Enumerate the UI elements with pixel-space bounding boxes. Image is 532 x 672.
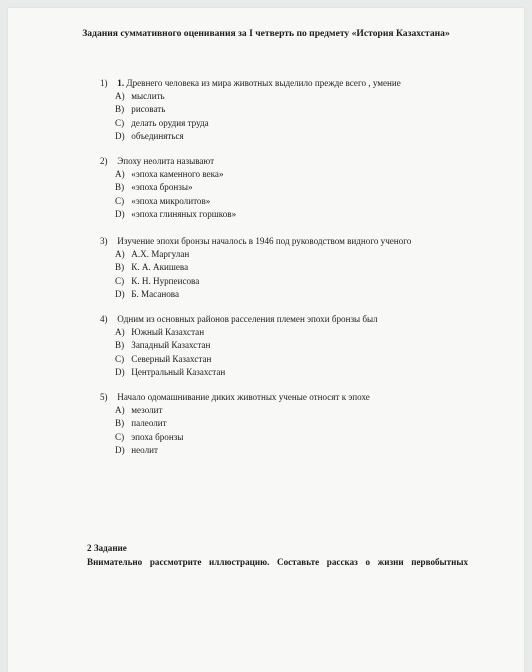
answer-option-d — [100, 444, 370, 457]
answer-option-c — [100, 117, 401, 130]
option-text: Западный Казахстан — [131, 340, 211, 351]
question-text: Древнего человека из мира животных выделило прежде всего , умение — [126, 78, 401, 88]
question-4-heading — [100, 313, 378, 326]
option-text: «эпоха бронзы» — [131, 182, 193, 193]
option-text: Б. Масанова — [131, 288, 179, 299]
option-text: Южный Казахстан — [131, 327, 205, 338]
answer-option-b — [100, 339, 378, 352]
answer-option-c — [100, 195, 236, 208]
option-text: рисовать — [131, 104, 166, 115]
answer-option-d — [100, 130, 401, 143]
option-text: неолит — [131, 444, 158, 455]
document-page — [8, 8, 524, 672]
answer-option-a — [100, 90, 401, 103]
option-letter: C) — [115, 117, 125, 128]
option-letter: D) — [115, 288, 125, 299]
option-text: Центральный Казахстан — [131, 366, 226, 377]
question-number: 4) — [100, 314, 108, 324]
answer-option-d — [100, 288, 411, 301]
option-text: К. Н. Нурпеисова — [131, 275, 200, 286]
option-text: А.Х. Маргулан — [131, 249, 190, 260]
question-prefix: 1. — [117, 78, 125, 88]
task-2-instruction: Внимательно рассмотрите иллюстрацию. Составьте рассказ о жизни первобытных — [87, 556, 468, 567]
option-text: палеолит — [131, 418, 167, 429]
answer-option-b — [100, 181, 236, 194]
option-letter: C) — [115, 431, 125, 442]
answer-option-c — [100, 431, 370, 444]
task-2 — [87, 542, 468, 569]
option-text: делать орудия труда — [131, 117, 209, 128]
question-text: Начало одомашнивание диких животных ученые относят к эпохе — [117, 392, 370, 402]
option-letter: A) — [115, 405, 125, 416]
question-2-heading — [100, 155, 236, 168]
option-letter: A) — [115, 249, 125, 260]
question-text: Изучение эпохи бронзы началось в 1946 под руководством видного ученого — [117, 236, 412, 246]
option-letter: C) — [115, 195, 125, 206]
question-1 — [100, 77, 401, 143]
answer-option-a — [100, 168, 236, 181]
answer-option-a — [100, 248, 411, 261]
option-letter: C) — [115, 353, 125, 364]
option-letter: C) — [115, 275, 125, 286]
question-5-heading — [100, 391, 370, 404]
answer-option-c — [100, 353, 378, 366]
task-2-heading: 2 Задание — [87, 543, 127, 553]
option-letter: A) — [115, 327, 125, 338]
question-number: 3) — [100, 236, 108, 246]
option-text: «эпоха микролитов» — [131, 195, 211, 206]
question-3-heading — [100, 235, 411, 248]
question-number: 5) — [100, 392, 108, 402]
option-text: Северный Казахстан — [131, 353, 212, 364]
answer-option-d — [100, 366, 378, 379]
option-text: К. А. Акишева — [131, 262, 189, 273]
question-number: 2) — [100, 156, 108, 166]
question-text: Одним из основных районов расселения племен эпохи бронзы был — [117, 314, 378, 324]
answer-option-b — [100, 417, 370, 430]
option-letter: A) — [115, 91, 125, 102]
question-3 — [100, 235, 411, 301]
option-text: мыслить — [131, 91, 165, 102]
question-4 — [100, 313, 378, 379]
option-letter: D) — [115, 444, 125, 455]
document-title: Задания суммативного оценивания за I четверть по предмету «История Казахстана» — [82, 28, 450, 39]
answer-option-c — [100, 275, 411, 288]
answer-option-a — [100, 404, 370, 417]
option-letter: B) — [115, 104, 125, 115]
option-text: объединяться — [131, 130, 184, 141]
answer-option-b — [100, 103, 401, 116]
option-letter: B) — [115, 418, 125, 429]
answer-option-a — [100, 326, 378, 339]
answer-option-d — [100, 208, 236, 221]
option-letter: D) — [115, 208, 125, 219]
question-5 — [100, 391, 370, 457]
option-letter: B) — [115, 340, 125, 351]
option-text: «эпоха каменного века» — [131, 169, 224, 180]
question-1-heading — [100, 77, 401, 90]
option-letter: B) — [115, 182, 125, 193]
option-text: мезолит — [131, 405, 163, 416]
option-letter: D) — [115, 366, 125, 377]
option-text: «эпоха глиняных горшков» — [131, 208, 237, 219]
option-letter: A) — [115, 169, 125, 180]
question-text: Эпоху неолита называют — [117, 156, 215, 166]
option-letter: B) — [115, 262, 125, 273]
option-letter: D) — [115, 130, 125, 141]
question-2 — [100, 155, 236, 221]
option-text: эпоха бронзы — [131, 431, 184, 442]
answer-option-b — [100, 261, 411, 274]
question-number: 1) — [100, 78, 108, 88]
